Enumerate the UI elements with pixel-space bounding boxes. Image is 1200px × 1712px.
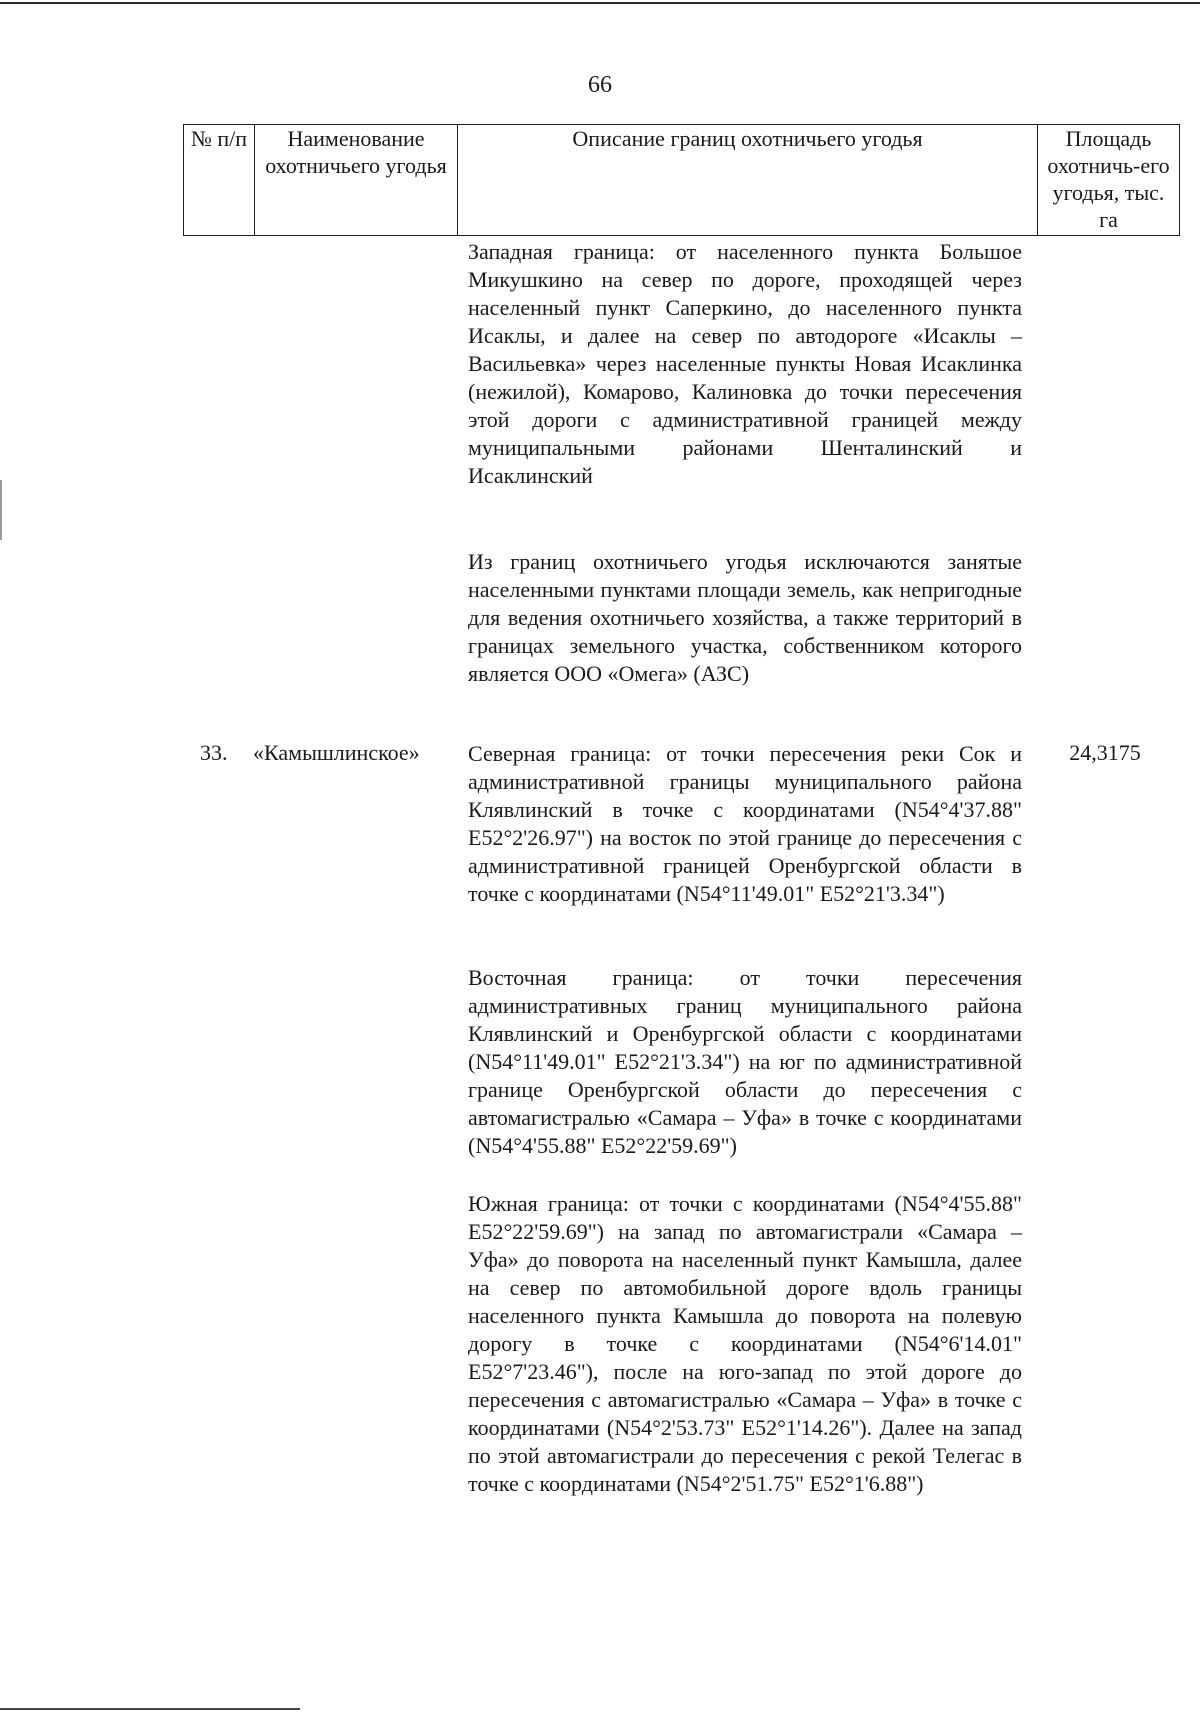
- exclusion-text: Из границ охотничьего угодья исключаются занятые населенными пунктами площади земель, как непригодные для ведения охотничьего хозяйства, а также территорий в границах земельного участка, собственником которого является ООО «Омега» (АЗС): [468, 549, 1022, 686]
- east-border-text: Восточная граница: от точки пересечения административных границ муниципального района Клявлинский и Оренбургской области с координатами (N54°11'49.01" E52°21'3.34") на юг по административной границе Оренбургской области до пересечения с автомагистралью «Самара – Уфа» в точке с координатами (N54°4'55.88" E52°22'59.69"): [468, 965, 1022, 1158]
- header-area: Площадь охотничь-его угодья, тыс. га: [1038, 125, 1180, 236]
- header-num: № п/п: [184, 125, 255, 236]
- south-border-text: Южная граница: от точки с координатами (N54°4'55.88" E52°22'59.69") на запад по автомагистрали «Самара – Уфа» до поворота на населенный пункт Камышла, далее на север по автомобильной дороге вдоль границы населенного пункта Камышла до поворота на полевую дорогу в точке с координатами (N54°6'14.01" E52°7'23.46"), после на юго-запад по этой дороге до пересечения с автомагистралью «Самара – Уфа» в точке с координатами (N54°2'53.73" E52°1'14.26"). Далее на запад по этой автомагистрали до пересечения с рекой Телегас в точке с координатами (N54°2'51.75" E52°1'6.88"): [468, 1191, 1022, 1496]
- desc-cell-south: [468, 1190, 1022, 1498]
- entry-area: 24,3175: [1069, 740, 1141, 765]
- desc-cell-east: [468, 964, 1022, 1160]
- entry-number: 33.: [200, 740, 228, 765]
- page-number: 66: [588, 72, 612, 98]
- bottom-border-line: [0, 1708, 300, 1710]
- header-desc: Описание границ охотничьего угодья: [458, 125, 1038, 236]
- desc-cell-continuation: [468, 238, 1022, 490]
- north-border-text: Северная граница: от точки пересечения реки Сок и административной границы муниципального района Клявлинский в точке с координатами (N54°4'37.88" E52°2'26.97") на восток по этой границе до пересечения с административной границей Оренбургской области в точке с координатами (N54°11'49.01" E52°21'3.34"): [468, 741, 1022, 906]
- desc-cell-exclusion: [468, 548, 1022, 688]
- desc-cell-north: [468, 740, 1022, 908]
- west-border-text: Западная граница: от населенного пункта Большое Микушкино на север по дороге, проходящей через населенный пункт Саперкино, до населенного пункта Исаклы, и далее на север по автодороге «Исаклы – Васильевка» через населенные пункты Новая Исаклинка (нежилой), Комарово, Калиновка до точки пересечения этой дороги с административной границей между муниципальными районами Шенталинский и Исаклинский: [468, 239, 1022, 488]
- entry-name: «Камышлинское»: [253, 740, 420, 765]
- header-name: Наименование охотничьего угодья: [255, 125, 458, 236]
